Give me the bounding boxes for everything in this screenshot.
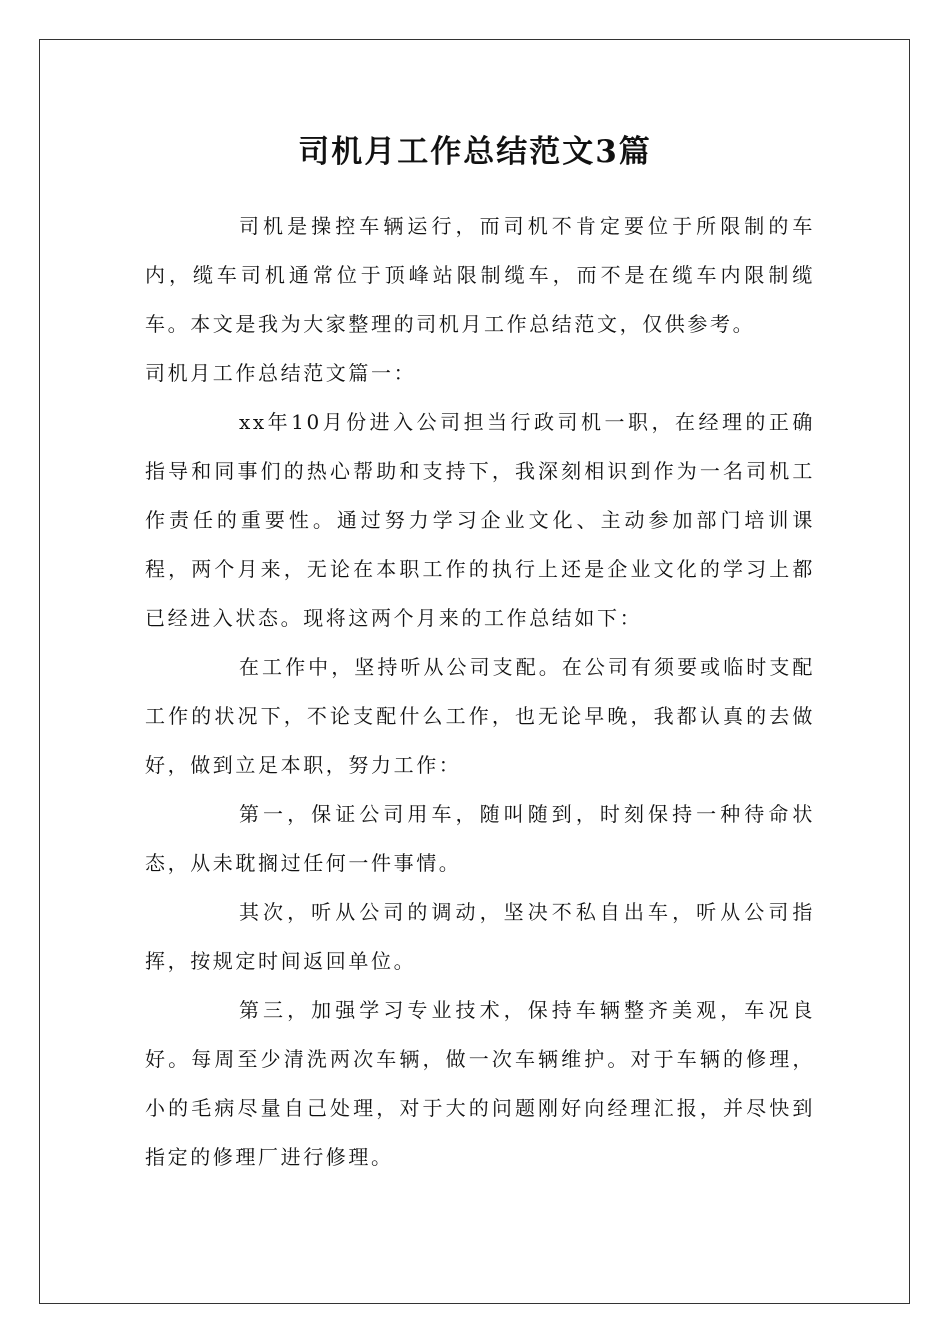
paragraph-point-second: 其次，听从公司的调动，坚决不私自出车，听从公司指挥，按规定时间返回单位。 [145,900,815,973]
section-heading-part-one: 司机月工作总结范文篇一： [145,361,417,385]
paragraph-point-first: 第一，保证公司用车，随叫随到，时刻保持一种待命状态，从未耽搁过任何一件事情。 [145,802,815,875]
paragraph-intro: 司机是操控车辆运行，而司机不肯定要位于所限制的车内，缆车司机通常位于顶峰站限制缆车，而不是在缆车内限制缆车。本文是我为大家整理的司机月工作总结范文，仅供参考。 [145,214,815,336]
paragraph-overview: xx年10月份进入公司担当行政司机一职，在经理的正确指导和同事们的热心帮助和支持下，我深刻相识到作为一名司机工作责任的重要性。通过努力学习企业文化、主动参加部门培训课程，两个月来，无论在本职工作的执行上还是企业文化的学习上都已经进入状态。现将这两个月来的工作总结如下： [145,410,815,630]
document-body [145,202,815,1182]
paragraph-point-third: 第三，加强学习专业技术，保持车辆整齐美观，车况良好。每周至少清洗两次车辆，做一次车辆维护。对于车辆的修理，小的毛病尽量自己处理，对于大的问题刚好向经理汇报，并尽快到指定的修理厂进行修理。 [145,998,815,1169]
paragraph-obey-arrangement: 在工作中，坚持听从公司支配。在公司有须要或临时支配工作的状况下，不论支配什么工作，也无论早晚，我都认真的去做好，做到立足本职，努力工作： [145,655,815,777]
document-title: 司机月工作总结范文3篇 [298,134,652,170]
